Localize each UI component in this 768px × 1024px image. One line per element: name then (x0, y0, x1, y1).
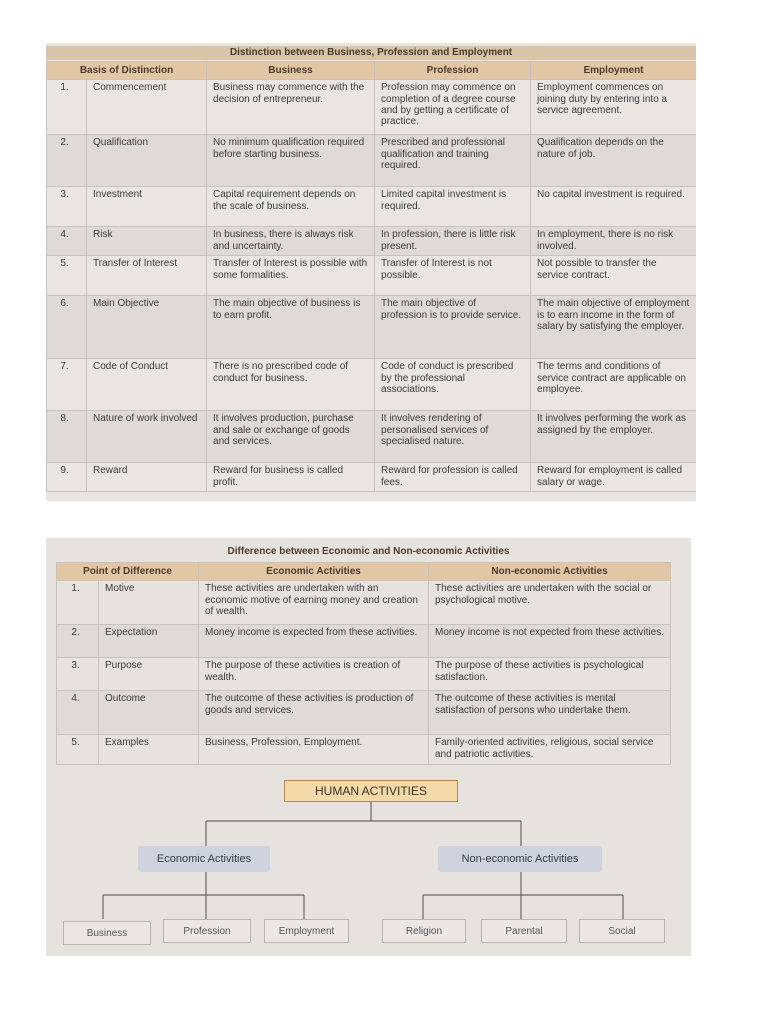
row-profession: The main objective of profession is to provide service. (375, 296, 531, 359)
row-profession: In profession, there is little risk present. (375, 227, 531, 256)
header-profession: Profession (375, 62, 531, 80)
row-employment: No capital investment is required. (531, 187, 696, 227)
node-parental: Parental (481, 919, 567, 943)
row-noneconomic: The purpose of these activities is psychological satisfaction. (429, 658, 671, 691)
row-profession: Transfer of Interest is not possible. (375, 256, 531, 296)
row-point: Outcome (99, 691, 199, 735)
table-photo-business-profession-employment (46, 43, 696, 501)
table-row (47, 187, 697, 227)
economic-difference-table (56, 562, 671, 765)
row-number: 1. (57, 581, 99, 625)
table-row (47, 463, 697, 492)
node-business: Business (63, 921, 151, 945)
row-basis: Transfer of Interest (87, 256, 207, 296)
row-number: 2. (57, 625, 99, 658)
table-header-row (47, 62, 697, 80)
row-number: 4. (57, 691, 99, 735)
table-row (47, 135, 697, 187)
row-economic: These activities are undertaken with an economic motive of earning money and creation of wealth. (199, 581, 429, 625)
row-business: The main objective of business is to earn profit. (207, 296, 375, 359)
row-basis: Commencement (87, 80, 207, 135)
row-number: 4. (47, 227, 87, 256)
row-number: 5. (47, 256, 87, 296)
node-employment: Employment (264, 919, 349, 943)
row-employment: Not possible to transfer the service contract. (531, 256, 696, 296)
row-economic: Business, Profession, Employment. (199, 735, 429, 765)
row-profession: Profession may commence on completion of a degree course and by getting a certificate of practice. (375, 80, 531, 135)
row-business: In business, there is always risk and uncertainty. (207, 227, 375, 256)
row-business: Business may commence with the decision of entrepreneur. (207, 80, 375, 135)
row-employment: In employment, there is no risk involved. (531, 227, 696, 256)
table-row (57, 658, 671, 691)
table-row (47, 411, 697, 463)
row-number: 6. (47, 296, 87, 359)
header-employment: Employment (531, 62, 696, 80)
row-basis: Nature of work involved (87, 411, 207, 463)
table-row (47, 296, 697, 359)
human-activities-diagram (46, 773, 691, 956)
table-row (57, 735, 671, 765)
header-noneconomic: Non-economic Activities (429, 563, 671, 581)
row-point: Examples (99, 735, 199, 765)
table-row (57, 581, 671, 625)
table1-title: Distinction between Business, Profession and Employment (46, 46, 696, 60)
row-economic: The outcome of these activities is production of goods and services. (199, 691, 429, 735)
row-employment: The main objective of employment is to earn income in the form of salary by satisfying the employer. (531, 296, 696, 359)
row-noneconomic: Family-oriented activities, religious, social service and patriotic activities. (429, 735, 671, 765)
row-profession: Reward for profession is called fees. (375, 463, 531, 492)
row-basis: Code of Conduct (87, 359, 207, 411)
header-basis: Basis of Distinction (47, 62, 207, 80)
table-row (47, 227, 697, 256)
row-number: 3. (47, 187, 87, 227)
row-number: 9. (47, 463, 87, 492)
table-row (57, 691, 671, 735)
distinction-table (46, 61, 696, 492)
row-business: No minimum qualification required before starting business. (207, 135, 375, 187)
row-business: It involves production, purchase and sale or exchange of goods and services. (207, 411, 375, 463)
row-business: Reward for business is called profit. (207, 463, 375, 492)
node-profession: Profession (163, 919, 251, 943)
row-point: Motive (99, 581, 199, 625)
row-employment: The terms and conditions of service contract are applicable on employee. (531, 359, 696, 411)
node-noneconomic-activities: Non-economic Activities (438, 846, 602, 872)
table2-title: Difference between Economic and Non-economic Activities (227, 546, 510, 557)
row-economic: Money income is expected from these activities. (199, 625, 429, 658)
row-employment: It involves performing the work as assigned by the employer. (531, 411, 696, 463)
table-photo-economic-activities (46, 538, 691, 956)
row-number: 5. (57, 735, 99, 765)
row-employment: Qualification depends on the nature of job. (531, 135, 696, 187)
row-economic: The purpose of these activities is creation of wealth. (199, 658, 429, 691)
table-row (47, 359, 697, 411)
row-basis: Risk (87, 227, 207, 256)
row-profession: It involves rendering of personalised services of specialised nature. (375, 411, 531, 463)
row-employment: Employment commences on joining duty by entering into a service agreement. (531, 80, 696, 135)
row-noneconomic: These activities are undertaken with the social or psychological motive. (429, 581, 671, 625)
row-number: 3. (57, 658, 99, 691)
row-number: 2. (47, 135, 87, 187)
header-business: Business (207, 62, 375, 80)
row-number: 1. (47, 80, 87, 135)
row-basis: Investment (87, 187, 207, 227)
row-business: There is no prescribed code of conduct for business. (207, 359, 375, 411)
row-basis: Main Objective (87, 296, 207, 359)
row-business: Transfer of Interest is possible with some formalities. (207, 256, 375, 296)
node-human-activities: HUMAN ACTIVITIES (284, 780, 458, 802)
table-header-row (57, 563, 671, 581)
row-profession: Limited capital investment is required. (375, 187, 531, 227)
node-religion: Religion (382, 919, 466, 943)
row-business: Capital requirement depends on the scale of business. (207, 187, 375, 227)
row-point: Purpose (99, 658, 199, 691)
table-row (47, 80, 697, 135)
table-row (47, 256, 697, 296)
row-profession: Prescribed and professional qualification and training required. (375, 135, 531, 187)
row-noneconomic: The outcome of these activities is mental satisfaction of persons who undertake them. (429, 691, 671, 735)
row-basis: Qualification (87, 135, 207, 187)
row-employment: Reward for employment is called salary or wage. (531, 463, 696, 492)
node-social: Social (579, 919, 665, 943)
row-number: 8. (47, 411, 87, 463)
row-number: 7. (47, 359, 87, 411)
node-economic-activities: Economic Activities (138, 846, 270, 872)
row-basis: Reward (87, 463, 207, 492)
header-point: Point of Difference (57, 563, 199, 581)
table-row (57, 625, 671, 658)
row-point: Expectation (99, 625, 199, 658)
header-economic: Economic Activities (199, 563, 429, 581)
row-noneconomic: Money income is not expected from these activities. (429, 625, 671, 658)
row-profession: Code of conduct is prescribed by the professional associations. (375, 359, 531, 411)
